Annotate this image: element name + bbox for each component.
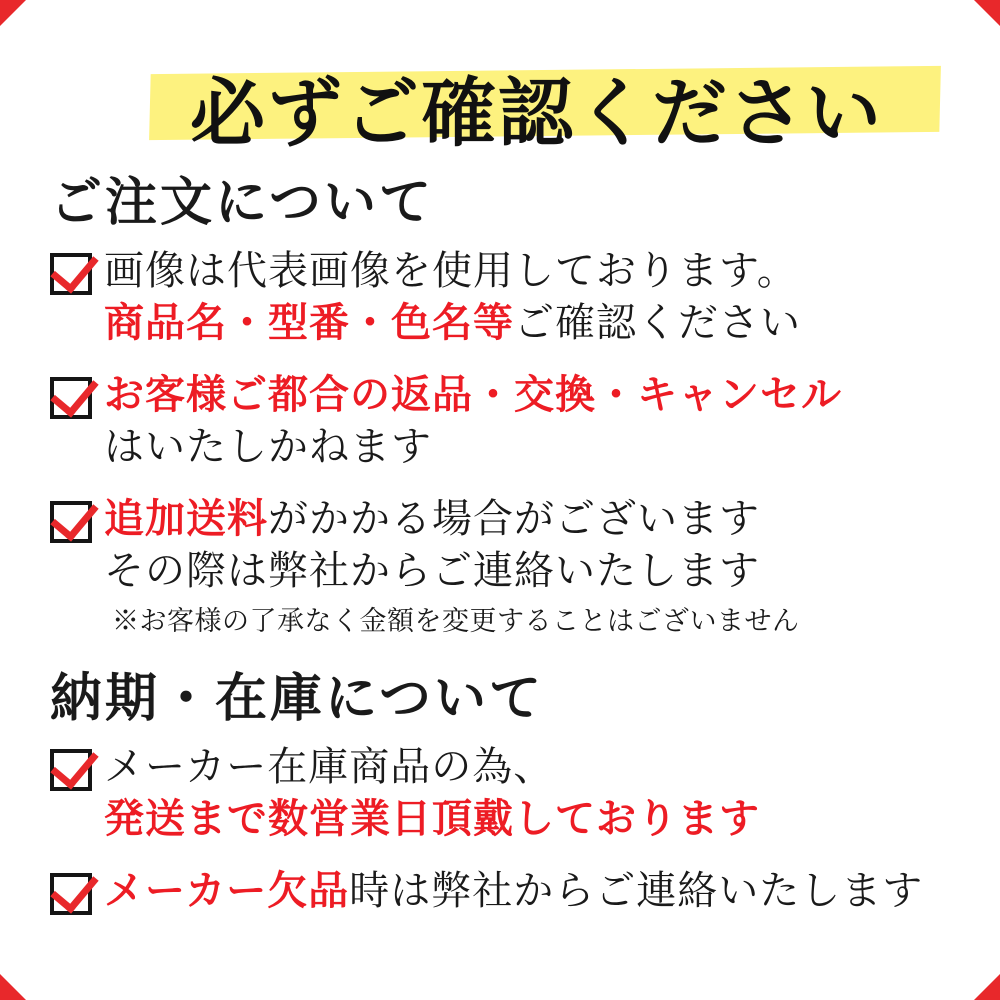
checkmark-icon	[50, 749, 92, 791]
checkmark-icon	[50, 377, 92, 419]
list-item	[50, 865, 960, 917]
list-item-line	[104, 369, 960, 421]
text-segment-emphasis: お客様ご都合の返品・交換・キャンセル	[104, 371, 842, 418]
list-item-line	[104, 493, 960, 545]
section-heading-delivery: 納期・在庫について	[50, 668, 544, 729]
text-segment: メーカー在庫商品の為、	[104, 744, 555, 790]
list-item-line	[104, 545, 960, 597]
text-segment: 画像は代表画像を使用しております。	[104, 248, 798, 294]
list-item	[50, 245, 960, 349]
list-item	[50, 741, 960, 845]
list-item	[50, 369, 960, 473]
list-item-note: ※お客様の了承なく金額を変更することはございません	[112, 606, 800, 637]
list-item-text	[104, 493, 960, 638]
text-segment-emphasis: 商品名・型番・色名等	[104, 299, 514, 346]
text-segment: 時は弊社からご連絡いたします	[349, 868, 924, 914]
text-segment-emphasis: 追加送料	[104, 495, 268, 542]
list-item-text	[104, 245, 960, 349]
list-item	[50, 493, 960, 638]
text-segment-emphasis: メーカー欠品	[104, 867, 350, 914]
list-item-text	[104, 741, 960, 845]
list-item-line	[104, 421, 960, 473]
page-title-area	[40, 36, 960, 157]
text-segment: がかかる場合がございます	[268, 496, 760, 542]
list-item-line	[104, 741, 960, 793]
checkmark-icon	[50, 501, 92, 543]
checkmark-icon	[50, 873, 92, 915]
list-item-line	[104, 865, 960, 917]
list-item-text	[104, 865, 960, 917]
page-title: 必ずご確認ください	[190, 69, 884, 157]
list-item-line	[104, 297, 960, 349]
list-item-line	[104, 245, 960, 297]
text-segment-emphasis: 発送まで数営業日頂戴しております	[104, 795, 760, 842]
list-item-line	[104, 793, 960, 845]
checkmark-icon	[50, 253, 92, 295]
text-segment: ご確認ください	[514, 300, 801, 346]
text-segment: その際は弊社からご連絡いたします	[104, 548, 760, 594]
section-heading-orders: ご注文について	[50, 172, 434, 233]
list-item-text	[104, 369, 960, 473]
text-segment: はいたしかねます	[104, 424, 432, 470]
